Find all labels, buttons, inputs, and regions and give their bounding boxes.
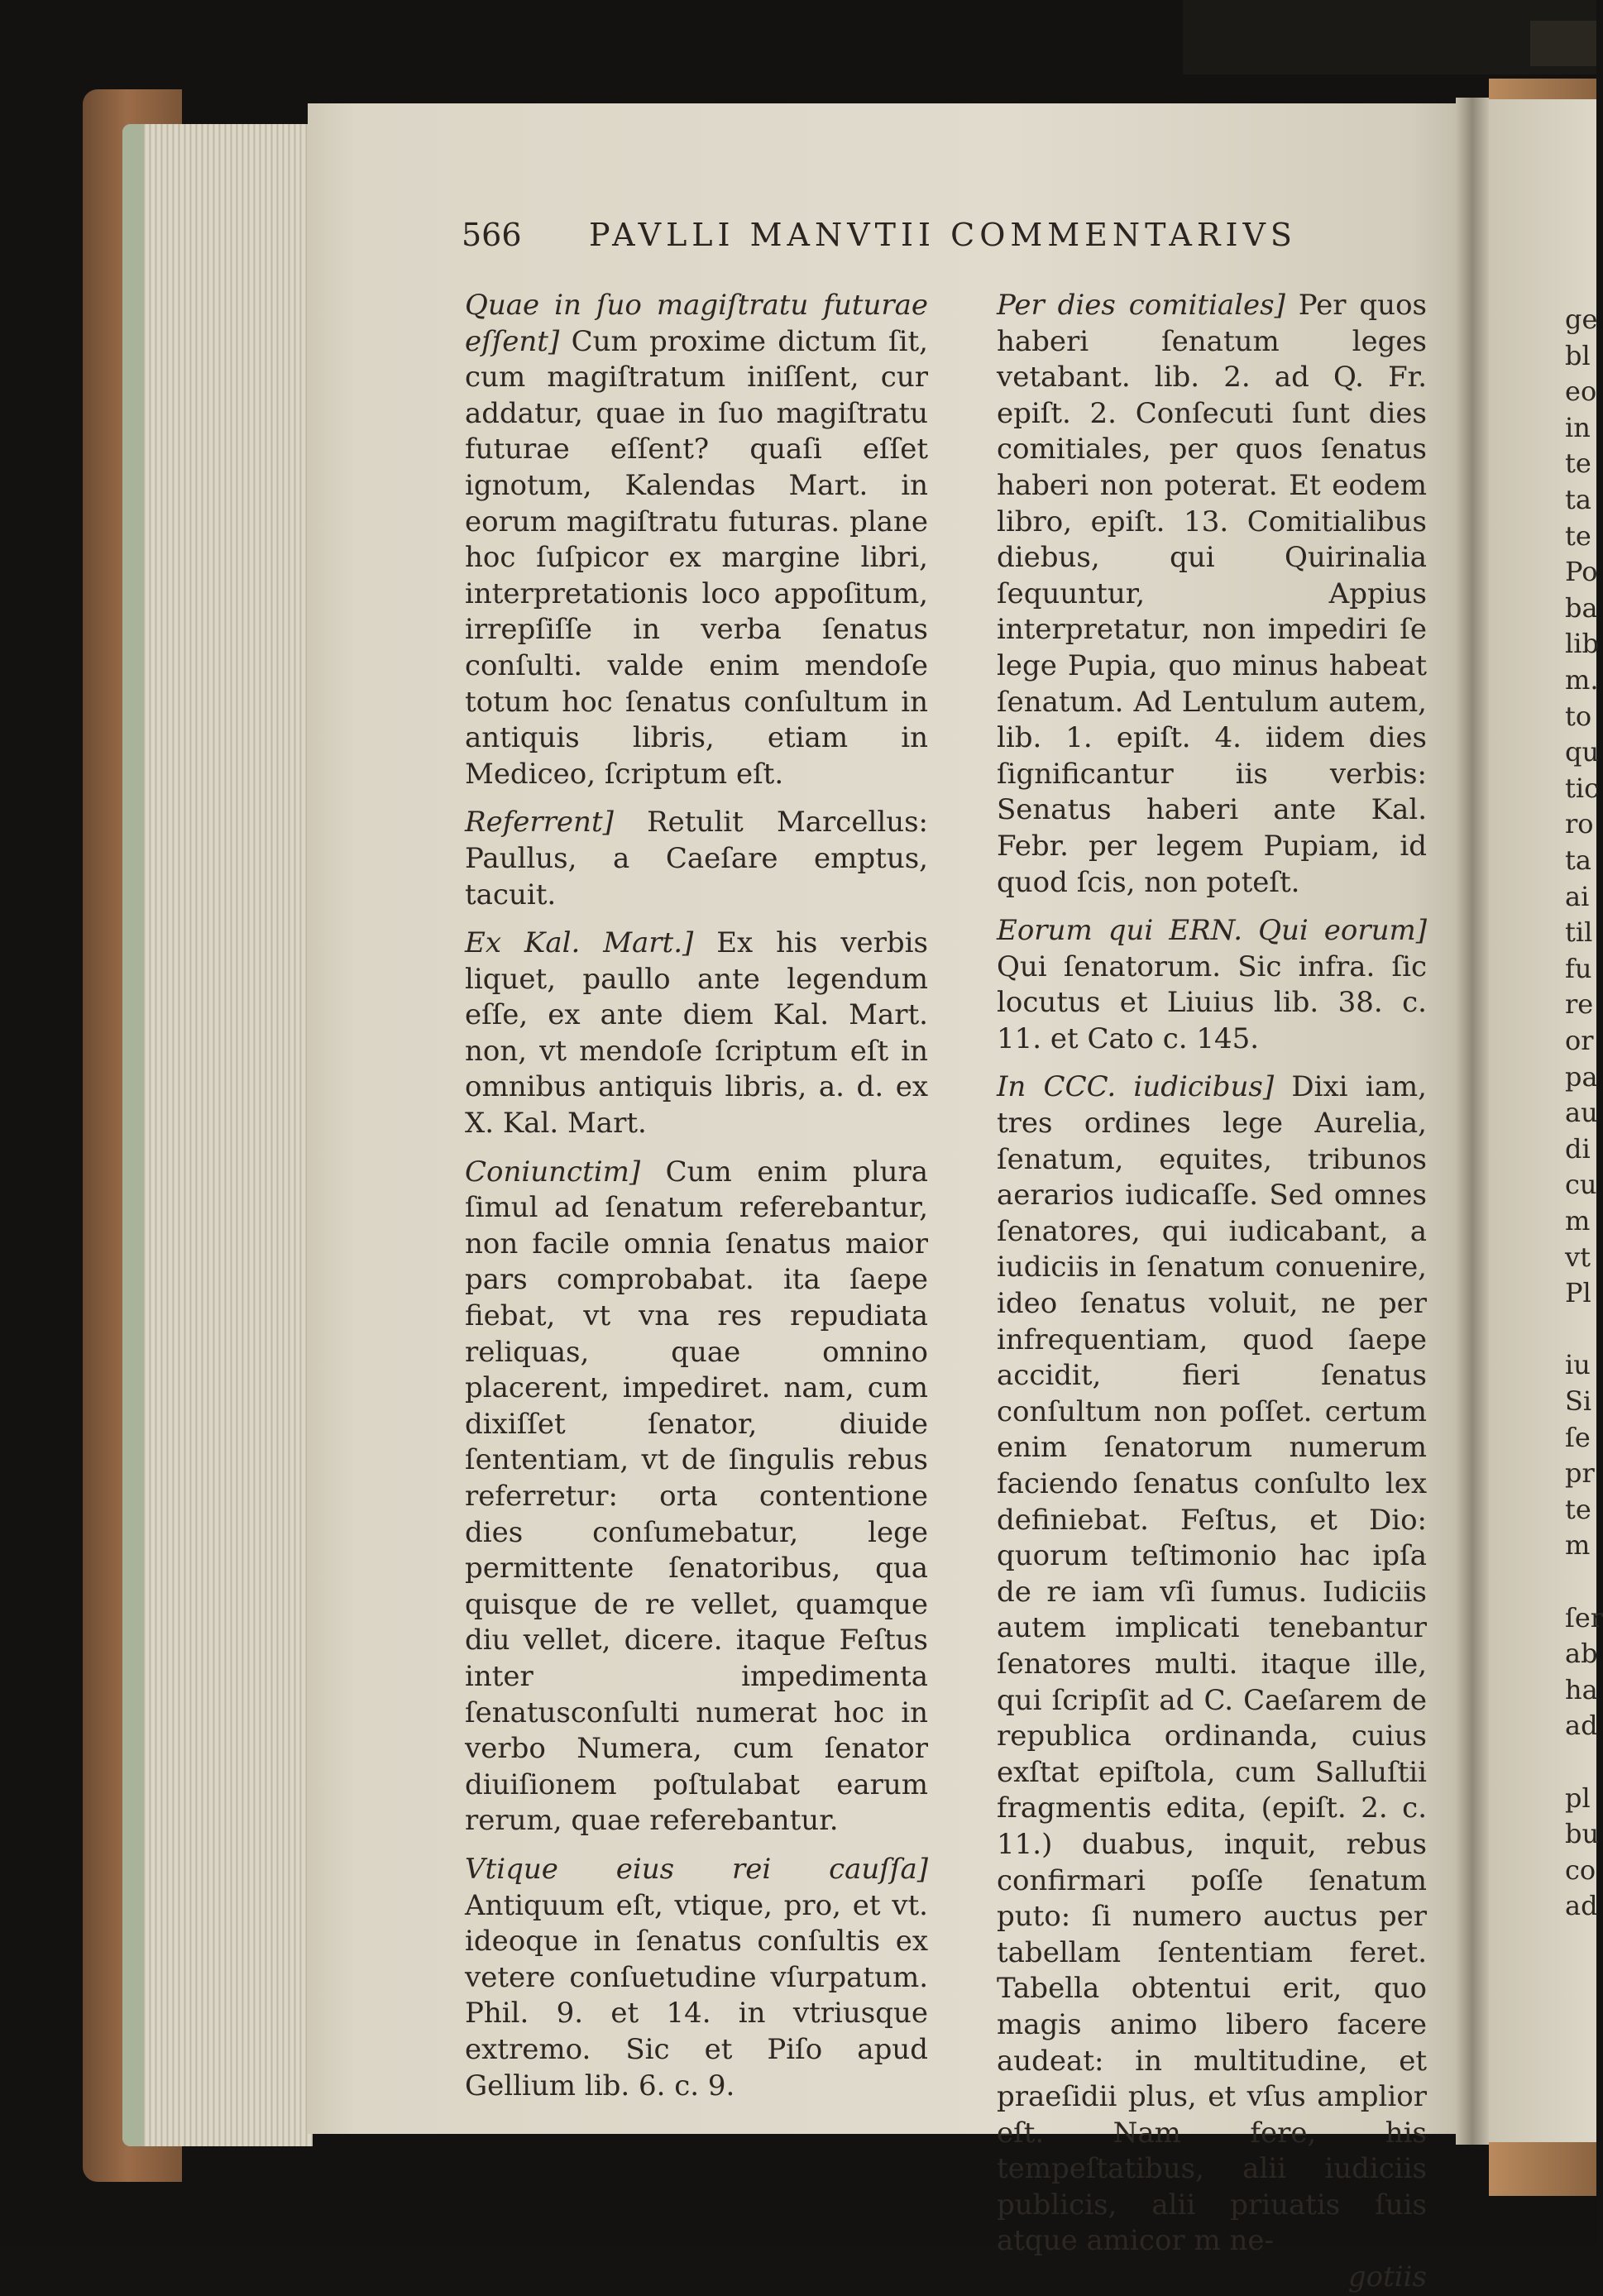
right-page-line-fragment: qu [1565,736,1600,768]
right-page-line-fragment: iu [1565,1349,1591,1381]
right-page-line-fragment: m [1565,1205,1591,1236]
right-page-line-fragment: bu [1565,1818,1600,1850]
lemma: Coniunctim] [465,1155,641,1189]
commentary-entry [997,288,1427,901]
right-page-line-fragment: ro [1565,808,1594,840]
right-page-line-fragment: ad [1565,1710,1598,1742]
right-page-line-fragment: Si [1565,1385,1592,1417]
left-column [465,288,928,2104]
lemma: Quae in ſuo magiſtratu futurae eſſent] [465,289,928,358]
lemma: Referrent] [465,806,614,839]
page-edges [122,124,313,2146]
lemma: Per dies comitiales] [997,289,1285,322]
commentary-entry [465,805,928,913]
entry-text: Dixi iam, tres ordines lege Aurelia, ſenatum, equites, tribunos aerarios iudicaſſe. Sed omnes ſenatores, qui iudicabant, a iudiciis in ſenatum conuenire, ideo ſenatus voluit, ne per infrequentiam, quod ſaepe accidit, fieri ſenatus conſultum non poſſet. certum enim ſenatorum numerum faciendo ſenatus conſulto lex definiebat. Feſtus, et Dio: quorum teſtimonio hac ipſa de re iam vſi ſumus. Iudiciis autem implicati tenebantur ſenatores multi. itaque ille, qui ſcripſit ad C. Caeſarem de republica ordinanda, cuius exſtat epiſtola, cum Salluſtii fragmentis edita, (epiſt. 2. c. 11.) duabus, inquit, rebus confirmari poſſe ſenatum puto: ſi numero auctus per tabellam ſententiam feret. Tabella obtentui erit, quo magis animo libero facere audeat: in multitudine, et praeſidii plus, et vſus amplior eſt. Nam fere, his tempeſtatibus, alii iudiciis publicis, alii priuatis ſuis atque amicor m ne- [997,1070,1427,2258]
right-page-line-fragment: ſer [1565,1601,1603,1634]
right-page-line-fragment: ge [1565,304,1598,335]
right-page-line-fragment: tic [1565,772,1600,804]
right-page-line-fragment: ha [1565,1673,1598,1705]
commentary-entry [465,1852,928,2104]
lemma: In CCC. iudicibus] [997,1070,1275,1104]
right-page-line-fragment: bl [1565,339,1591,371]
right-page-line-fragment: pl [1565,1782,1591,1814]
right-page-line-fragment: Pl [1565,1277,1591,1309]
right-page-line-fragment: au [1565,1097,1598,1129]
right-page-line-fragment: ab [1565,1638,1598,1670]
right-page-line-fragment: co [1565,1854,1596,1886]
right-page-line-fragment: ta [1565,484,1591,515]
page-number: 566 [462,217,522,253]
right-page-line-fragment: ai [1565,880,1590,912]
right-page-line-fragment: cu [1565,1169,1597,1201]
right-page-line-fragment: Po [1565,556,1598,588]
right-page-line-fragment: pr [1565,1457,1595,1490]
right-page-line-fragment: eo [1565,375,1597,408]
right-page-line-fragment: vt [1565,1241,1591,1273]
entry-text: Per quos haberi ſenatum leges vetabant. lib. 2. ad Q. Fr. epiſt. 2. Conſecuti ſunt dies comitiales, per quos ſenatus haberi non poterat. Et eodem libro, epiſt. 13. Comitialibus diebus, qui Quirinalia ſequuntur, Appius interpretatur, non impediri ſe lege Pupia, quo minus habeat ſenatum. Ad Lentulum autem, lib. 1. epiſt. 4. iidem dies ſignificantur iis verbis: Senatus haberi ante Kal. Febr. per legem Pupiam, id quod ſcis, non poteſt. [997,289,1427,899]
entry-text: Retulit Marcellus: Paullus, a Caeſare emptus, tacuit. [465,806,928,911]
right-page-line-fragment: ad [1565,1890,1598,1922]
right-page-line-fragment: te [1565,1493,1591,1525]
catchword: gotiis [1347,2260,1427,2294]
page-edge-green [122,124,144,2146]
entry-text: Cum enim plura ſimul ad ſenatum referebantur, non facile omnia ſenatus maior pars comprobabat. ita ſaepe fiebat, vt vna res repudiata reliquas, quae omnino placerent, impediret. nam, cum dixiſſet ſenator, diuide ſententiam, vt de ſingulis rebus referretur: orta contentione dies conſumebatur, lege permittente ſenatoribus, qua quisque de re vellet, quamque diu vellet, dicere. itaque Feſtus inter impedimenta ſenatusconſulti numerat hoc in verbo Numera, cum ſenator diuiſionem poſtulabat earum rerum, quae referebantur. [465,1155,928,1838]
right-page-line-fragment: te [1565,519,1591,552]
right-page-line-fragment: til [1565,916,1593,949]
right-page-line-fragment: ta [1565,844,1591,876]
right-page-line-fragment: ba [1565,591,1598,624]
right-page-line-fragment: in [1565,411,1591,443]
entry-text: Antiquum eſt, vtique, pro, et vt. ideoque in ſenatus conſultis ex vetere conſuetudine vſurpatum. Phil. 9. et 14. in vtriusque extremo. Sic et Piſo apud Gellium lib. 6. c. 9. [465,1888,928,2102]
commentary-entry [997,1069,1427,2260]
entry-text: Cum proxime dictum ſit, cum magiſtratum iniſſent, cur addatur, quae in ſuo magiſtratu futurae eſſent? quaſi eſſet ignotum, Kalendas Mart. in eorum magiſtratu futuras. plane hoc ſuſpicor ex margine libri, interpretationis loco appoſitum, irrepſiſſe in verba ſenatus conſulti. valde enim mendoſe totum hoc ſenatus conſultum in antiquis libris, etiam in Mediceo, ſcriptum eſt. [465,324,928,791]
right-column [997,288,1427,2296]
entry-text: Qui ſenatorum. Sic infra. ſic locutus et Liuius lib. 38. c. 11. et Cato c. 145. [997,949,1427,1055]
entry-text: Ex his verbis liquet, paullo ante legendum eſſe, ex ante diem Kal. Mart. non, vt mendoſe ſcriptum eſt in omnibus antiquis libris, a. d. ex X. Kal. Mart. [465,926,928,1141]
commentary-entry [465,288,928,792]
commentary-entry [465,926,928,1142]
right-page-line-fragment: lib [1565,628,1599,660]
right-page-line-fragment: di [1565,1132,1591,1165]
background-strip [1530,21,1596,66]
commentary-entry [465,1155,928,1839]
lemma: Eorum qui ERN. Qui eorum] [997,914,1427,948]
right-page-line-fragment: m [1565,1529,1591,1562]
right-page-line-fragment: te [1565,447,1591,480]
right-page-line-fragment: re [1565,988,1594,1021]
book-gutter [1456,98,1489,2145]
right-page-line-fragment: fu [1565,952,1592,984]
running-head: PAVLLI MANVTII COMMENTARIVS [589,217,1297,253]
right-page-line-fragment: ſe [1565,1421,1591,1453]
background-object [1183,0,1596,74]
right-page-line-fragment: or [1565,1025,1594,1056]
lemma: Vtique eius rei cauſſa] [465,1852,928,1886]
commentary-entry [997,913,1427,1057]
right-page-line-fragment: to [1565,700,1592,732]
right-page-line-fragment: pa [1565,1060,1598,1093]
lemma: Ex Kal. Mart.] [465,926,694,960]
right-page-line-fragment: m. [1565,664,1599,696]
